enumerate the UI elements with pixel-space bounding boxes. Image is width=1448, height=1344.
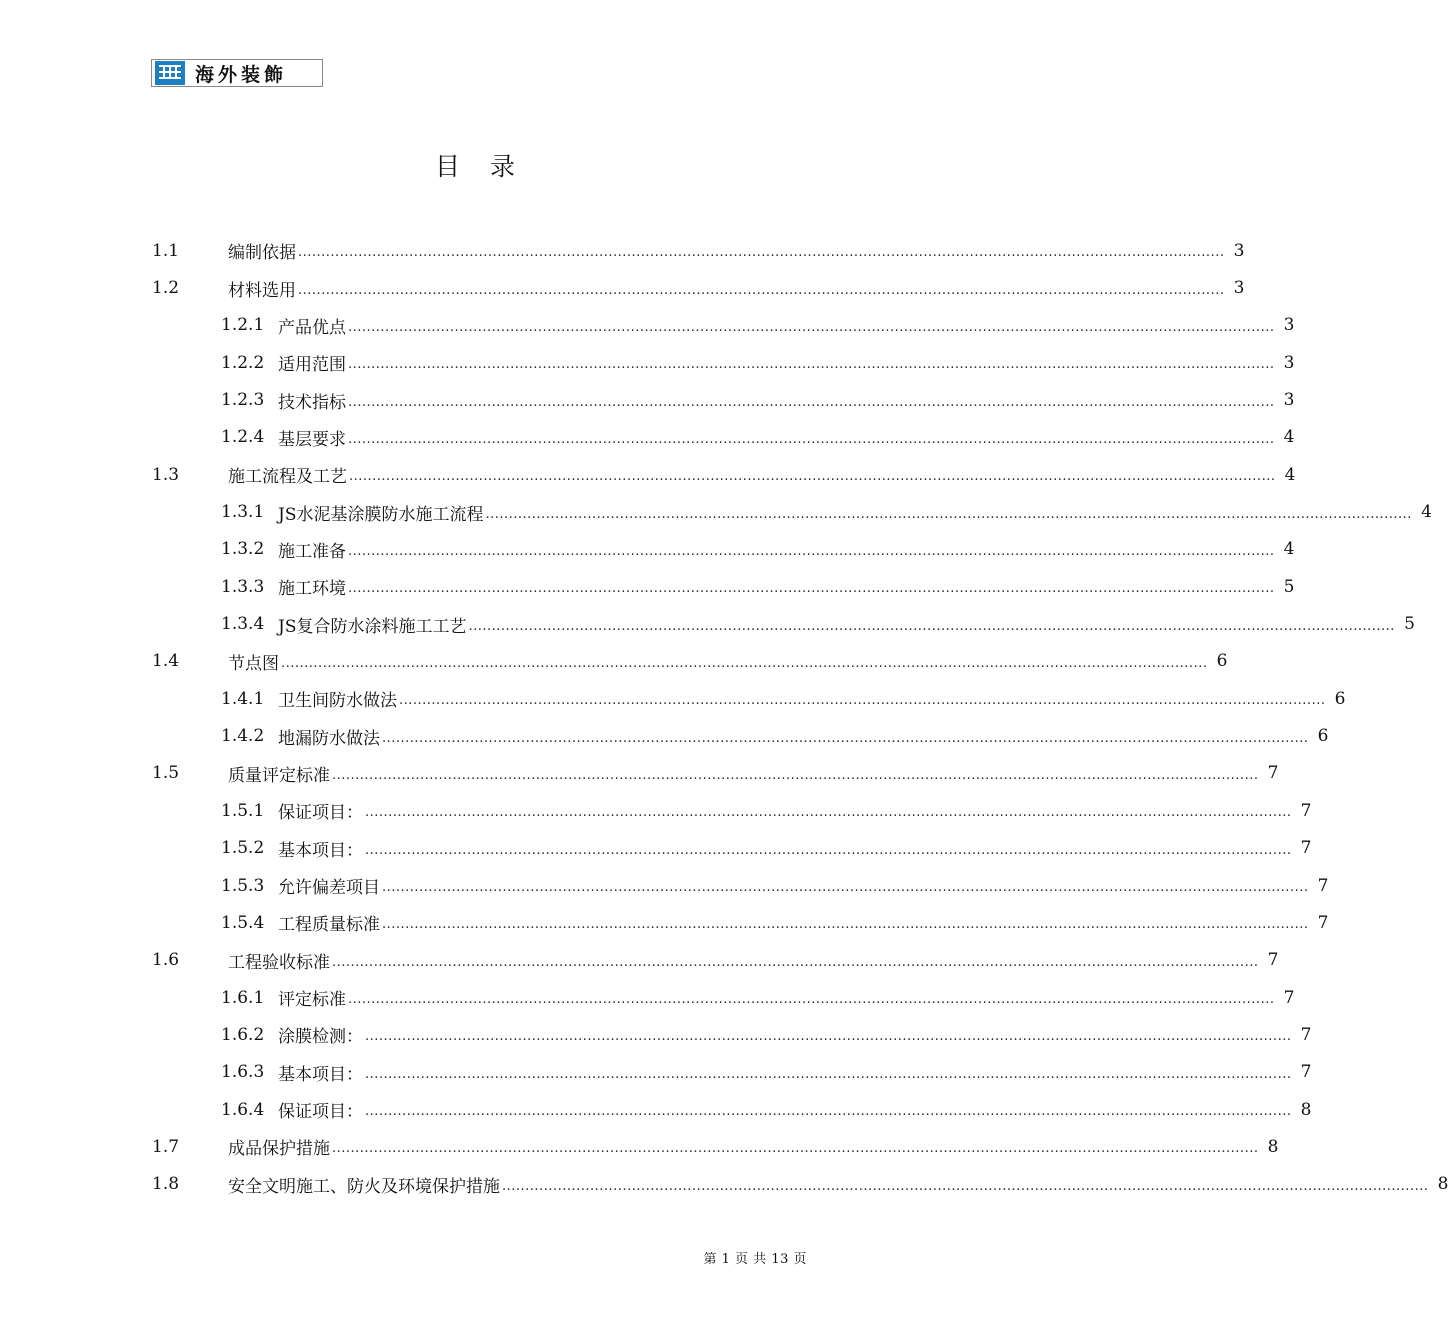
- toc-entry-number: 1.5.1: [221, 800, 265, 821]
- toc-entry-line: [278, 537, 1295, 562]
- toc-dot-leader: ........................................................................................................................................................................................................: [298, 245, 1225, 261]
- toc-entry-title: 基本项目：: [278, 840, 363, 861]
- toc-entry-title: 保证项目：: [278, 803, 363, 824]
- toc-dot-leader: ........................................................................................................................................................................................................: [348, 431, 1275, 447]
- toc-entry-line: [228, 462, 1296, 488]
- toc-entry-title: 施工流程及工艺: [228, 467, 347, 488]
- toc-entry[interactable]: [152, 493, 1432, 530]
- toc-entry-line: [278, 1097, 1312, 1123]
- toc-entry-title: 技术指标: [278, 392, 346, 413]
- toc-entry[interactable]: [152, 344, 1295, 381]
- toc-entry[interactable]: [152, 1091, 1312, 1128]
- toc-entry-line: [278, 388, 1295, 413]
- toc-entry[interactable]: [152, 531, 1295, 568]
- toc-entry-page: 8: [1300, 1099, 1312, 1120]
- toc-entry-number: 1.4: [152, 651, 180, 672]
- toc-entry-number: 1.3.1: [221, 502, 265, 523]
- toc-entry-page: 7: [1267, 950, 1279, 971]
- toc-entry-page: 8: [1267, 1136, 1279, 1157]
- toc-entry-line: [278, 798, 1312, 824]
- toc-dot-leader: ........................................................................................................................................................................................................: [365, 1029, 1292, 1045]
- toc-entry[interactable]: [152, 269, 1245, 306]
- toc-entry-number: 1.6.1: [221, 987, 265, 1008]
- toc-entry[interactable]: [152, 232, 1245, 269]
- toc-entry-number: 1.5.4: [221, 912, 265, 933]
- logo-emblem-icon: [155, 61, 185, 85]
- toc-entry-line: [228, 1134, 1279, 1160]
- toc-entry-number: 1.2.4: [221, 427, 265, 448]
- toc-entry-page: 3: [1233, 278, 1245, 299]
- toc-entry-title: 材料选用: [228, 280, 296, 301]
- toc-entry-line: [278, 686, 1346, 712]
- toc-entry-number: 1.4.2: [221, 726, 265, 747]
- toc-entry-page: 3: [1283, 352, 1295, 373]
- toc-entry-number: 1.3.2: [221, 539, 265, 560]
- toc-entry-title: 地漏防水做法: [278, 728, 380, 749]
- toc-entry-number: 1.3.4: [221, 614, 265, 635]
- toc-entry[interactable]: [152, 1054, 1312, 1091]
- toc-dot-leader: ........................................................................................................................................................................................................: [348, 581, 1275, 597]
- toc-entry-title: 基层要求: [278, 429, 346, 450]
- toc-entry-title: 适用范围: [278, 355, 346, 376]
- logo-text: 海外装飾: [195, 63, 288, 86]
- toc-entry-title: 评定标准: [278, 990, 346, 1011]
- toc-entry-line: [228, 238, 1245, 264]
- toc-entry-page: 6: [1317, 726, 1329, 747]
- toc-entry-title: 成品保护措施: [228, 1139, 330, 1160]
- toc-entry-number: 1.2.2: [221, 352, 265, 373]
- toc-entry-line: [278, 425, 1295, 450]
- toc-entry-title: JS水泥基涂膜防水施工流程: [278, 504, 484, 525]
- toc-dot-leader: ........................................................................................................................................................................................................: [502, 1178, 1429, 1194]
- toc-entry-number: 1.6.4: [221, 1099, 265, 1120]
- toc-entry[interactable]: [152, 867, 1329, 904]
- toc-entry-line: [228, 761, 1279, 786]
- toc-entry-line: [278, 873, 1329, 899]
- toc-entry-number: 1.6: [152, 950, 180, 971]
- toc-entry[interactable]: [152, 1016, 1312, 1053]
- toc-entry[interactable]: [152, 979, 1295, 1016]
- toc-entry-page: 6: [1334, 688, 1346, 709]
- toc-dot-leader: ........................................................................................................................................................................................................: [332, 1141, 1259, 1157]
- toc-entry-title: 编制依据: [228, 243, 296, 264]
- toc-entry[interactable]: [152, 792, 1312, 829]
- toc-dot-leader: ........................................................................................................................................................................................................: [298, 282, 1225, 298]
- toc-entry-page: 7: [1267, 763, 1279, 784]
- toc-entry-line: [228, 276, 1245, 301]
- toc-dot-leader: ........................................................................................................................................................................................................: [348, 543, 1275, 559]
- toc-entry-line: [228, 649, 1228, 674]
- toc-dot-leader: ........................................................................................................................................................................................................: [399, 693, 1326, 709]
- toc-entry-number: 1.2.3: [221, 390, 265, 411]
- toc-entry[interactable]: [152, 605, 1415, 642]
- toc-entry-page: 5: [1404, 614, 1415, 635]
- toc-entry[interactable]: [152, 830, 1312, 867]
- toc-entry[interactable]: [152, 419, 1295, 456]
- toc-entry-number: 1.3: [152, 464, 180, 485]
- toc-entry[interactable]: [152, 456, 1296, 493]
- toc-entry-title: 工程质量标准: [278, 915, 380, 936]
- toc-entry-line: [278, 574, 1295, 600]
- toc-entry-title: JS复合防水涂料施工工艺: [278, 616, 467, 637]
- toc-entry-page: 3: [1283, 390, 1295, 411]
- toc-dot-leader: ........................................................................................................................................................................................................: [365, 842, 1292, 858]
- toc-dot-leader: ........................................................................................................................................................................................................: [348, 394, 1275, 410]
- toc-entry[interactable]: [152, 1166, 1448, 1203]
- toc-dot-leader: ........................................................................................................................................................................................................: [348, 357, 1275, 373]
- toc-entry-number: 1.7: [152, 1136, 180, 1157]
- toc-entry-page: 7: [1317, 912, 1329, 933]
- toc-entry[interactable]: [152, 307, 1295, 344]
- toc-dot-leader: ........................................................................................................................................................................................................: [382, 917, 1309, 933]
- toc-entry-line: [278, 313, 1295, 338]
- toc-entry[interactable]: [152, 1128, 1279, 1165]
- toc-dot-leader: ........................................................................................................................................................................................................: [382, 880, 1309, 896]
- toc-entry-line: [278, 985, 1295, 1011]
- toc-dot-leader: ........................................................................................................................................................................................................: [365, 805, 1292, 821]
- toc-entry-page: 4: [1283, 539, 1295, 560]
- toc-entry-title: 工程验收标准: [228, 952, 330, 973]
- toc-entry[interactable]: [152, 568, 1295, 605]
- toc-entry-number: 1.5.2: [221, 838, 265, 859]
- table-of-contents: [152, 232, 1448, 1203]
- toc-entry-number: 1.2: [152, 278, 180, 299]
- toc-entry-line: [278, 1022, 1312, 1048]
- toc-dot-leader: ........................................................................................................................................................................................................: [281, 655, 1208, 671]
- toc-entry-line: [278, 350, 1295, 376]
- toc-entry-title: 允许偏差项目: [278, 878, 380, 899]
- toc-entry[interactable]: [152, 904, 1329, 941]
- toc-entry-title: 质量评定标准: [228, 765, 330, 786]
- toc-entry-title: 施工环境: [278, 579, 346, 600]
- toc-dot-leader: ........................................................................................................................................................................................................: [365, 1066, 1292, 1082]
- toc-entry-title: 安全文明施工、防火及环境保护措施: [228, 1176, 500, 1197]
- toc-dot-leader: ........................................................................................................................................................................................................: [348, 319, 1275, 335]
- toc-entry-line: [278, 612, 1415, 637]
- toc-dot-leader: ........................................................................................................................................................................................................: [382, 730, 1309, 746]
- toc-entry-line: [278, 1060, 1312, 1085]
- toc-entry-page: 7: [1300, 800, 1312, 821]
- toc-entry[interactable]: [152, 381, 1295, 418]
- toc-dot-leader: ........................................................................................................................................................................................................: [349, 469, 1276, 485]
- toc-entry-line: [278, 500, 1432, 525]
- toc-entry-page: 7: [1300, 838, 1312, 859]
- toc-entry-line: [278, 910, 1329, 936]
- page-footer: 第 1 页 共 13 页: [703, 1252, 807, 1267]
- toc-entry-number: 1.5: [152, 763, 180, 784]
- toc-entry-title: 施工准备: [278, 541, 346, 562]
- toc-entry-number: 1.1: [152, 240, 180, 261]
- toc-entry-title: 保证项目：: [278, 1102, 363, 1123]
- toc-dot-leader: ........................................................................................................................................................................................................: [348, 992, 1275, 1008]
- toc-entry[interactable]: [152, 643, 1228, 680]
- company-logo: [151, 59, 323, 87]
- toc-entry-page: 4: [1421, 502, 1432, 523]
- toc-entry[interactable]: [152, 680, 1346, 717]
- toc-entry-number: 1.5.3: [221, 875, 265, 896]
- toc-entry-page: 7: [1300, 1062, 1312, 1083]
- toc-title: 目录: [434, 152, 545, 181]
- toc-entry-page: 3: [1233, 240, 1245, 261]
- toc-dot-leader: ........................................................................................................................................................................................................: [332, 767, 1259, 783]
- toc-dot-leader: ........................................................................................................................................................................................................: [365, 1104, 1292, 1120]
- toc-entry[interactable]: [152, 942, 1279, 979]
- toc-entry-number: 1.2.1: [221, 315, 265, 336]
- toc-entry-line: [278, 724, 1329, 749]
- toc-entry-page: 4: [1283, 427, 1295, 448]
- toc-entry-page: 4: [1284, 464, 1296, 485]
- toc-entry-page: 8: [1437, 1174, 1448, 1195]
- toc-entry-number: 1.6.3: [221, 1062, 265, 1083]
- toc-entry-number: 1.8: [152, 1174, 180, 1195]
- toc-entry-title: 产品优点: [278, 317, 346, 338]
- toc-entry-page: 3: [1283, 315, 1295, 336]
- toc-entry-page: 7: [1300, 1024, 1312, 1045]
- toc-entry-title: 节点图: [228, 653, 279, 674]
- toc-entry[interactable]: [152, 717, 1329, 754]
- toc-entry-line: [278, 836, 1312, 861]
- toc-entry-page: 5: [1283, 576, 1295, 597]
- toc-entry-title: 涂膜检测：: [278, 1027, 363, 1048]
- toc-entry-page: 6: [1216, 651, 1228, 672]
- toc-entry-number: 1.3.3: [221, 576, 265, 597]
- toc-dot-leader: ........................................................................................................................................................................................................: [468, 618, 1395, 634]
- toc-entry[interactable]: [152, 755, 1279, 792]
- toc-dot-leader: ........................................................................................................................................................................................................: [485, 506, 1412, 522]
- toc-entry-page: 7: [1283, 987, 1295, 1008]
- toc-entry-title: 基本项目：: [278, 1064, 363, 1085]
- toc-entry-number: 1.6.2: [221, 1024, 265, 1045]
- toc-entry-page: 7: [1317, 875, 1329, 896]
- toc-dot-leader: ........................................................................................................................................................................................................: [332, 954, 1259, 970]
- toc-entry-title: 卫生间防水做法: [278, 691, 397, 712]
- toc-entry-line: [228, 1172, 1448, 1197]
- toc-entry-number: 1.4.1: [221, 688, 265, 709]
- toc-entry-line: [228, 948, 1279, 973]
